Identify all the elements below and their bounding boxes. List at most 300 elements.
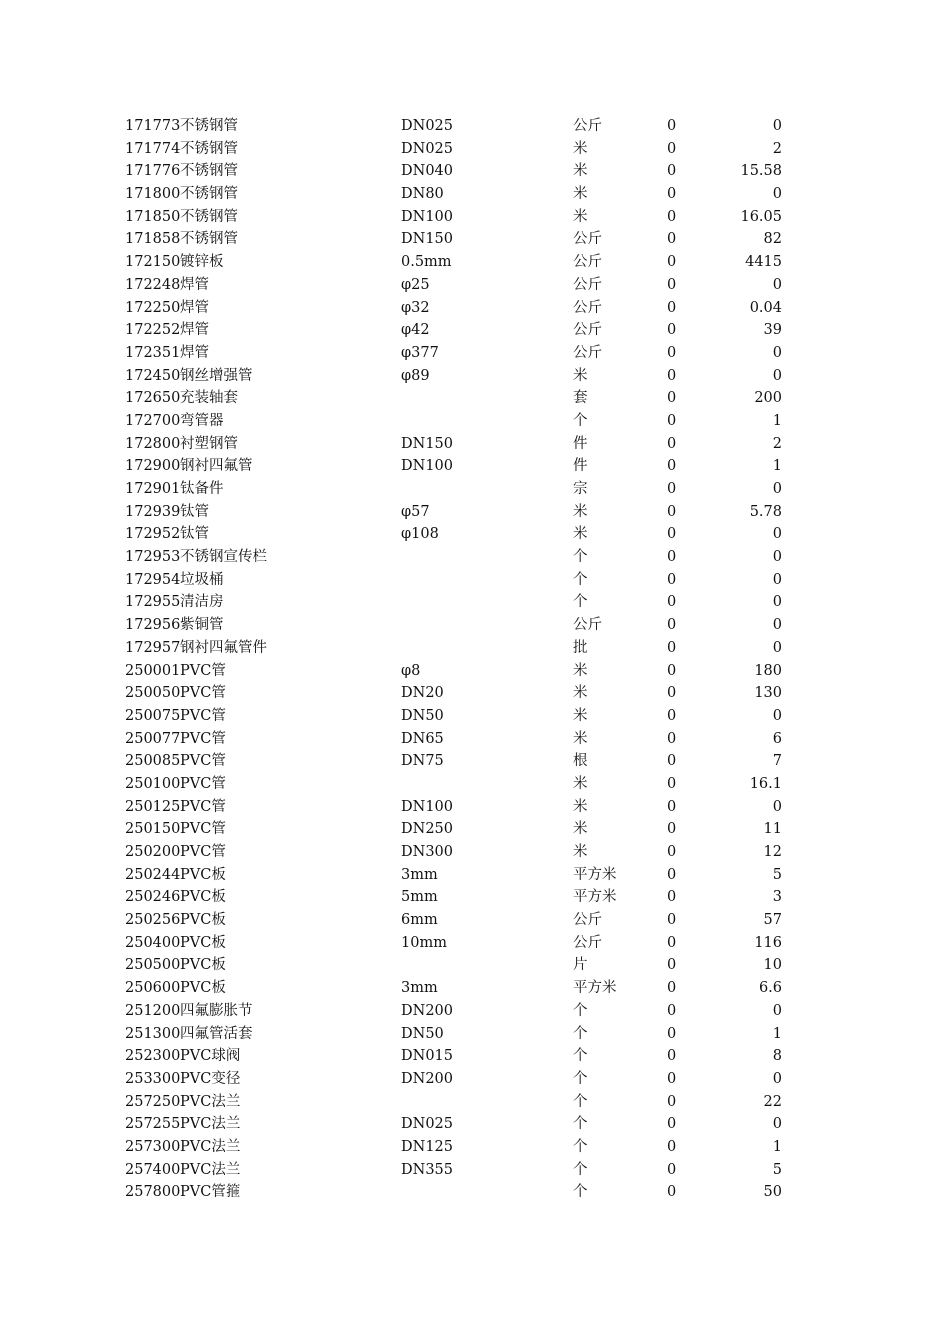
- item-value: 50: [763, 1184, 782, 1201]
- inventory-table: [0, 115, 950, 1204]
- item-spec: DN100: [401, 208, 453, 225]
- item-unit: 个: [573, 571, 588, 588]
- item-code: 257800: [125, 1184, 181, 1201]
- item-name: 充装轴套: [180, 390, 238, 407]
- table-row: [0, 206, 950, 229]
- item-name: PVC管箍: [180, 1184, 241, 1201]
- item-unit: 公斤: [573, 254, 602, 271]
- table-row: [0, 433, 950, 456]
- item-quantity: 0: [667, 1025, 677, 1042]
- item-name: 钛管: [180, 503, 209, 520]
- table-row: [0, 274, 950, 297]
- item-unit: 根: [573, 753, 588, 770]
- item-unit: 米: [573, 844, 588, 860]
- item-name: PVC管: [180, 753, 226, 770]
- item-name: PVC管: [180, 775, 226, 792]
- item-value: 5.78: [749, 503, 782, 520]
- item-code: 250077: [125, 730, 181, 747]
- item-spec: 0.5mm: [401, 254, 452, 271]
- item-quantity: 0: [667, 1161, 677, 1178]
- item-name: 钛管: [180, 526, 209, 543]
- item-quantity: 0: [667, 322, 677, 339]
- item-name: 不锈钢管: [180, 208, 238, 225]
- item-unit: 公斤: [573, 276, 602, 293]
- item-spec: DN80: [401, 186, 444, 203]
- item-code: 172952: [125, 526, 181, 543]
- item-value: 11: [763, 821, 782, 838]
- item-spec: DN200: [401, 1002, 453, 1019]
- item-unit: 米: [573, 707, 588, 724]
- item-name: PVC板: [180, 957, 226, 974]
- item-spec: DN040: [401, 163, 453, 180]
- item-unit: 米: [573, 208, 588, 225]
- item-value: 2: [772, 140, 782, 157]
- item-code: 172901: [125, 481, 181, 497]
- item-unit: 个: [573, 1025, 588, 1042]
- item-code: 250400: [125, 934, 181, 951]
- item-name: PVC板: [180, 912, 226, 929]
- item-value: 0: [772, 594, 782, 611]
- table-row: [0, 660, 950, 683]
- item-value: 12: [763, 844, 782, 860]
- item-code: 172800: [125, 435, 181, 452]
- item-code: 172250: [125, 299, 181, 316]
- item-quantity: 0: [667, 662, 677, 679]
- item-name: 四氟膨胀节: [180, 1002, 253, 1019]
- table-row: [0, 818, 950, 841]
- item-spec: φ377: [401, 344, 439, 361]
- table-row: [0, 1181, 950, 1204]
- item-code: 172900: [125, 458, 181, 475]
- item-name: 不锈钢管: [180, 118, 238, 134]
- table-row: [0, 455, 950, 478]
- item-code: 172957: [125, 639, 181, 656]
- table-row: [0, 864, 950, 887]
- item-quantity: 0: [667, 889, 677, 906]
- item-unit: 批: [573, 639, 588, 656]
- item-value: 0: [772, 549, 782, 566]
- item-value: 57: [763, 912, 782, 929]
- item-unit: 公斤: [573, 299, 602, 316]
- item-quantity: 0: [667, 186, 677, 203]
- table-row: [0, 183, 950, 206]
- item-quantity: 0: [667, 934, 677, 951]
- item-name: 焊管: [180, 344, 209, 361]
- item-value: 6.6: [758, 980, 782, 997]
- item-name: 不锈钢管: [180, 163, 238, 180]
- item-name: 垃圾桶: [180, 571, 224, 588]
- item-quantity: 0: [667, 118, 677, 134]
- item-code: 172953: [125, 549, 181, 566]
- item-value: 0: [772, 526, 782, 543]
- item-quantity: 0: [667, 844, 677, 860]
- item-spec: DN75: [401, 753, 444, 770]
- item-unit: 平方米: [573, 980, 617, 997]
- table-row: [0, 569, 950, 592]
- item-spec: 6mm: [401, 912, 438, 929]
- item-spec: 5mm: [401, 889, 438, 906]
- item-unit: 个: [573, 1184, 588, 1201]
- table-row: [0, 1091, 950, 1114]
- item-unit: 个: [573, 1048, 588, 1065]
- item-value: 7: [772, 753, 782, 770]
- item-code: 251200: [125, 1002, 181, 1019]
- item-name: 不锈钢管: [180, 186, 238, 203]
- item-unit: 公斤: [573, 617, 602, 634]
- item-code: 172150: [125, 254, 181, 271]
- table-row: [0, 319, 950, 342]
- item-value: 0.04: [749, 299, 782, 316]
- item-quantity: 0: [667, 390, 677, 407]
- table-row: [0, 728, 950, 751]
- item-code: 171850: [125, 208, 181, 225]
- item-quantity: 0: [667, 1002, 677, 1019]
- item-value: 0: [772, 571, 782, 588]
- item-unit: 个: [573, 1138, 588, 1155]
- item-code: 171800: [125, 186, 181, 203]
- item-name: 四氟管活套: [180, 1025, 253, 1042]
- table-row: [0, 682, 950, 705]
- item-unit: 个: [573, 549, 588, 566]
- item-spec: DN50: [401, 707, 444, 724]
- item-name: PVC法兰: [180, 1093, 241, 1110]
- item-spec: DN025: [401, 140, 453, 157]
- item-spec: φ89: [401, 367, 430, 384]
- item-name: 钢衬四氟管件: [180, 639, 267, 656]
- table-row: [0, 705, 950, 728]
- item-code: 250100: [125, 775, 181, 792]
- item-spec: DN025: [401, 1116, 453, 1133]
- table-row: [0, 773, 950, 796]
- item-code: 250600: [125, 980, 181, 997]
- item-spec: DN015: [401, 1048, 453, 1065]
- item-value: 15.58: [740, 163, 782, 180]
- item-unit: 米: [573, 367, 588, 384]
- item-code: 250001: [125, 662, 181, 679]
- item-value: 0: [772, 1116, 782, 1133]
- item-quantity: 0: [667, 526, 677, 543]
- item-value: 130: [754, 685, 782, 702]
- item-quantity: 0: [667, 549, 677, 566]
- item-spec: φ8: [401, 662, 421, 679]
- item-unit: 件: [573, 435, 588, 452]
- item-value: 0: [772, 367, 782, 384]
- item-quantity: 0: [667, 753, 677, 770]
- item-value: 116: [754, 934, 782, 951]
- item-value: 1: [772, 1025, 782, 1042]
- item-name: 钢丝增强管: [180, 367, 253, 384]
- item-name: PVC法兰: [180, 1138, 241, 1155]
- item-value: 22: [763, 1093, 782, 1110]
- item-spec: DN50: [401, 1025, 444, 1042]
- item-unit: 宗: [573, 481, 588, 497]
- item-name: PVC管: [180, 685, 226, 702]
- item-code: 171774: [125, 140, 181, 157]
- item-unit: 米: [573, 685, 588, 702]
- item-unit: 米: [573, 775, 588, 792]
- item-code: 172450: [125, 367, 181, 384]
- item-code: 251300: [125, 1025, 181, 1042]
- item-quantity: 0: [667, 1184, 677, 1201]
- item-quantity: 0: [667, 730, 677, 747]
- table-row: [0, 251, 950, 274]
- item-unit: 公斤: [573, 934, 602, 951]
- item-value: 6: [772, 730, 782, 747]
- table-row: [0, 342, 950, 365]
- item-name: PVC管: [180, 707, 226, 724]
- item-unit: 套: [573, 390, 588, 407]
- item-quantity: 0: [667, 957, 677, 974]
- item-value: 0: [772, 639, 782, 656]
- table-row: [0, 1136, 950, 1159]
- table-row: [0, 637, 950, 660]
- item-quantity: 0: [667, 1048, 677, 1065]
- item-value: 0: [772, 707, 782, 724]
- item-quantity: 0: [667, 571, 677, 588]
- item-code: 250050: [125, 685, 181, 702]
- item-quantity: 0: [667, 707, 677, 724]
- item-name: PVC板: [180, 866, 226, 883]
- item-spec: DN150: [401, 435, 453, 452]
- item-quantity: 0: [667, 344, 677, 361]
- item-unit: 公斤: [573, 322, 602, 339]
- item-code: 252300: [125, 1048, 181, 1065]
- item-value: 16.05: [740, 208, 782, 225]
- item-quantity: 0: [667, 1138, 677, 1155]
- item-spec: φ25: [401, 276, 430, 293]
- table-row: [0, 909, 950, 932]
- item-name: PVC管: [180, 730, 226, 747]
- item-name: 紫铜管: [180, 617, 224, 634]
- table-row: [0, 796, 950, 819]
- table-row: [0, 1023, 950, 1046]
- item-quantity: 0: [667, 481, 677, 497]
- item-unit: 公斤: [573, 344, 602, 361]
- item-spec: DN300: [401, 844, 453, 860]
- item-name: PVC法兰: [180, 1116, 241, 1133]
- item-name: 钛备件: [180, 481, 224, 497]
- item-code: 250075: [125, 707, 181, 724]
- item-value: 5: [772, 1161, 782, 1178]
- table-row: [0, 228, 950, 251]
- item-name: PVC变径: [180, 1070, 241, 1087]
- item-unit: 个: [573, 1093, 588, 1110]
- item-value: 180: [754, 662, 782, 679]
- table-row: [0, 886, 950, 909]
- item-code: 171858: [125, 231, 181, 248]
- table-row: [0, 750, 950, 773]
- table-row: [0, 841, 950, 864]
- item-quantity: 0: [667, 140, 677, 157]
- item-name: PVC管: [180, 844, 226, 860]
- item-code: 172248: [125, 276, 181, 293]
- item-spec: 10mm: [401, 934, 447, 951]
- item-name: 不锈钢管: [180, 140, 238, 157]
- item-code: 250150: [125, 821, 181, 838]
- item-value: 0: [772, 798, 782, 815]
- item-quantity: 0: [667, 639, 677, 656]
- item-name: 焊管: [180, 276, 209, 293]
- table-row: [0, 523, 950, 546]
- item-code: 172956: [125, 617, 181, 634]
- item-value: 0: [772, 118, 782, 134]
- item-value: 0: [772, 186, 782, 203]
- item-unit: 个: [573, 1116, 588, 1133]
- item-quantity: 0: [667, 594, 677, 611]
- item-quantity: 0: [667, 299, 677, 316]
- item-name: 焊管: [180, 299, 209, 316]
- item-value: 0: [772, 617, 782, 634]
- table-row: [0, 1113, 950, 1136]
- table-row: [0, 591, 950, 614]
- item-value: 2: [772, 435, 782, 452]
- item-spec: DN20: [401, 685, 444, 702]
- item-name: 不锈钢宣传栏: [180, 549, 267, 566]
- item-code: 250085: [125, 753, 181, 770]
- table-row: [0, 954, 950, 977]
- item-value: 0: [772, 481, 782, 497]
- item-value: 5: [772, 866, 782, 883]
- item-unit: 平方米: [573, 889, 617, 906]
- item-code: 250246: [125, 889, 181, 906]
- item-unit: 米: [573, 662, 588, 679]
- item-code: 250200: [125, 844, 181, 860]
- item-spec: φ42: [401, 322, 430, 339]
- item-value: 1: [772, 412, 782, 429]
- item-name: PVC法兰: [180, 1161, 241, 1178]
- item-code: 257250: [125, 1093, 181, 1110]
- item-name: PVC管: [180, 798, 226, 815]
- item-unit: 公斤: [573, 118, 602, 134]
- item-quantity: 0: [667, 208, 677, 225]
- item-quantity: 0: [667, 775, 677, 792]
- table-row: [0, 160, 950, 183]
- item-code: 171773: [125, 118, 181, 134]
- item-quantity: 0: [667, 254, 677, 271]
- item-code: 250244: [125, 866, 181, 883]
- item-value: 39: [763, 322, 782, 339]
- item-code: 253300: [125, 1070, 181, 1087]
- item-quantity: 0: [667, 231, 677, 248]
- item-unit: 个: [573, 412, 588, 429]
- item-value: 0: [772, 1070, 782, 1087]
- table-row: [0, 478, 950, 501]
- item-quantity: 0: [667, 503, 677, 520]
- item-name: 不锈钢管: [180, 231, 238, 248]
- item-unit: 个: [573, 1002, 588, 1019]
- item-spec: DN150: [401, 231, 453, 248]
- table-row: [0, 115, 950, 138]
- item-name: 衬塑钢管: [180, 435, 238, 452]
- item-code: 172939: [125, 503, 181, 520]
- item-quantity: 0: [667, 866, 677, 883]
- table-row: [0, 501, 950, 524]
- item-quantity: 0: [667, 821, 677, 838]
- item-name: PVC板: [180, 980, 226, 997]
- item-unit: 米: [573, 163, 588, 180]
- item-value: 4415: [745, 254, 782, 271]
- item-spec: DN025: [401, 118, 453, 134]
- item-name: PVC球阀: [180, 1048, 241, 1065]
- item-value: 1: [772, 1138, 782, 1155]
- item-spec: φ108: [401, 526, 439, 543]
- item-spec: 3mm: [401, 980, 438, 997]
- item-quantity: 0: [667, 276, 677, 293]
- item-unit: 米: [573, 730, 588, 747]
- item-unit: 个: [573, 594, 588, 611]
- item-spec: φ32: [401, 299, 430, 316]
- item-unit: 片: [573, 957, 588, 974]
- item-name: PVC板: [180, 889, 226, 906]
- item-quantity: 0: [667, 798, 677, 815]
- table-row: [0, 365, 950, 388]
- item-value: 200: [754, 390, 782, 407]
- item-quantity: 0: [667, 412, 677, 429]
- item-value: 3: [772, 889, 782, 906]
- item-value: 82: [763, 231, 782, 248]
- table-row: [0, 138, 950, 161]
- item-code: 250125: [125, 798, 181, 815]
- item-spec: φ57: [401, 503, 430, 520]
- item-value: 0: [772, 344, 782, 361]
- item-quantity: 0: [667, 1070, 677, 1087]
- table-row: [0, 387, 950, 410]
- item-code: 257400: [125, 1161, 181, 1178]
- item-quantity: 0: [667, 980, 677, 997]
- item-unit: 米: [573, 821, 588, 838]
- item-code: 171776: [125, 163, 181, 180]
- item-name: PVC管: [180, 821, 226, 838]
- item-name: PVC管: [180, 662, 226, 679]
- item-spec: DN125: [401, 1138, 453, 1155]
- item-spec: 3mm: [401, 866, 438, 883]
- item-unit: 公斤: [573, 912, 602, 929]
- item-name: PVC板: [180, 934, 226, 951]
- item-code: 250500: [125, 957, 181, 974]
- table-row: [0, 297, 950, 320]
- item-unit: 米: [573, 798, 588, 815]
- item-quantity: 0: [667, 435, 677, 452]
- table-row: [0, 1045, 950, 1068]
- item-quantity: 0: [667, 1093, 677, 1110]
- item-name: 镀锌板: [180, 254, 224, 271]
- item-quantity: 0: [667, 617, 677, 634]
- item-quantity: 0: [667, 685, 677, 702]
- item-quantity: 0: [667, 458, 677, 475]
- item-code: 172954: [125, 571, 181, 588]
- item-value: 8: [772, 1048, 782, 1065]
- item-code: 172955: [125, 594, 181, 611]
- item-spec: DN100: [401, 798, 453, 815]
- item-code: 257255: [125, 1116, 181, 1133]
- item-unit: 个: [573, 1070, 588, 1087]
- table-row: [0, 1000, 950, 1023]
- item-unit: 件: [573, 458, 588, 475]
- item-value: 16.1: [749, 775, 782, 792]
- item-value: 1: [772, 458, 782, 475]
- item-unit: 公斤: [573, 231, 602, 248]
- item-quantity: 0: [667, 163, 677, 180]
- item-spec: DN100: [401, 458, 453, 475]
- item-quantity: 0: [667, 912, 677, 929]
- item-quantity: 0: [667, 1116, 677, 1133]
- item-name: 钢衬四氟管: [180, 458, 253, 475]
- item-spec: DN250: [401, 821, 453, 838]
- item-unit: 个: [573, 1161, 588, 1178]
- item-quantity: 0: [667, 367, 677, 384]
- item-spec: DN200: [401, 1070, 453, 1087]
- item-value: 0: [772, 1002, 782, 1019]
